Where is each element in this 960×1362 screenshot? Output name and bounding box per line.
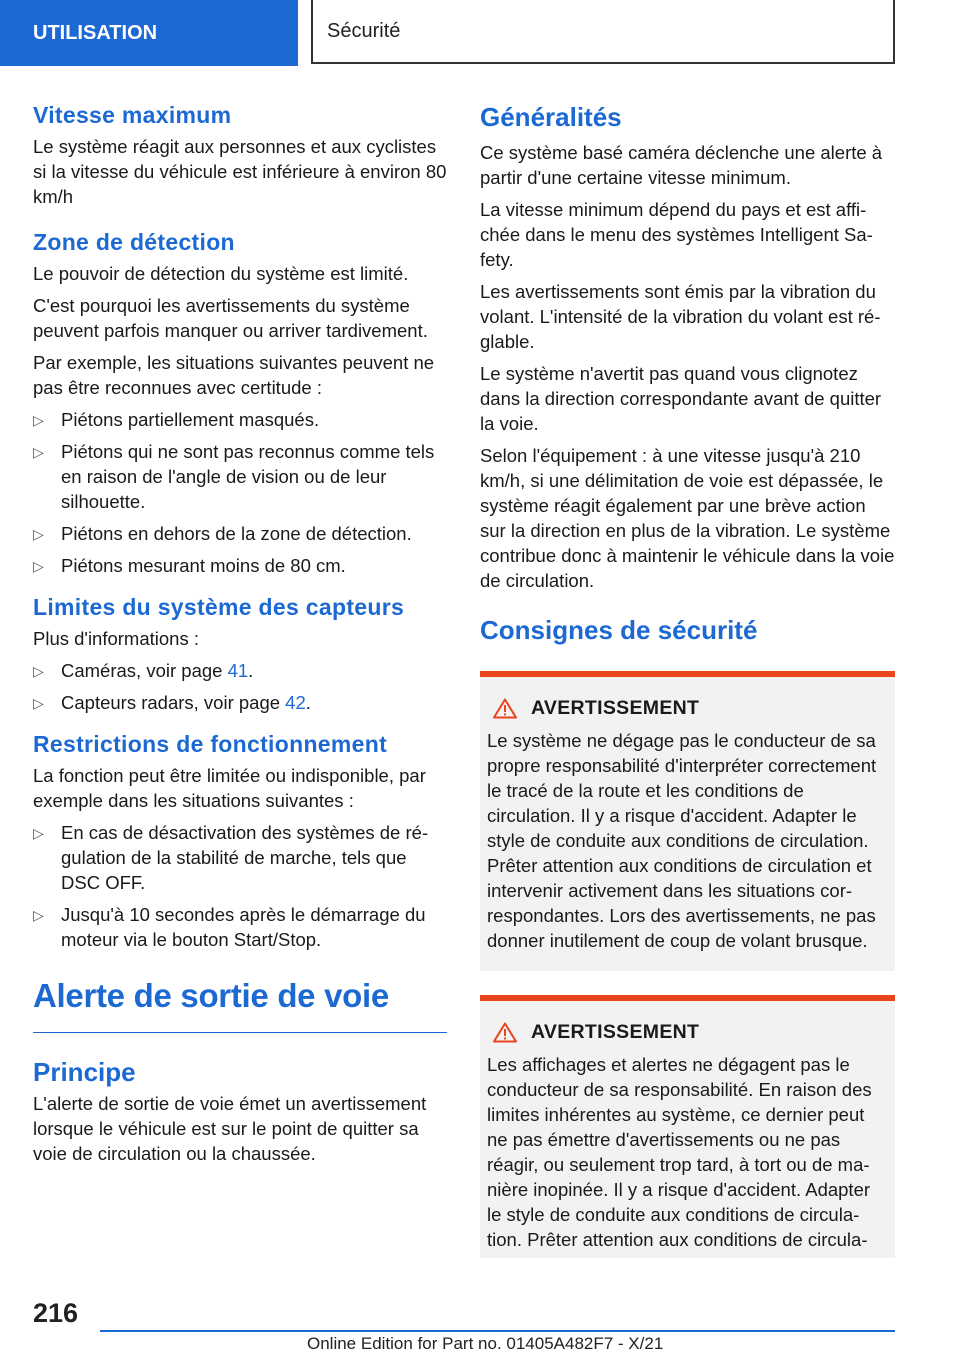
limites-section	[33, 592, 447, 715]
triangle-bullet-icon: ▷	[33, 695, 44, 711]
vitesse-heading: Vitesse maximum	[33, 102, 232, 128]
warning-box-1	[480, 671, 895, 971]
generalites-p5: Selon l'équipement : à une vitesse jusqu'à 210 km/h, si une délimitation de voie est dépassée, le système réagit également par une brève action sur la direction en plus de la vibration. Le système contribue donc à maintenir le véhicule dans la voie de circulation.	[480, 445, 895, 591]
page-header	[0, 0, 960, 66]
zone-p3: Par exemple, les situations suivantes peuvent ne pas être reconnues avec certitude :	[33, 352, 435, 398]
generalites-p3: Les avertissements sont émis par la vibration du volant. L'intensité de la vibration du volant est réglable.	[480, 281, 881, 352]
restrictions-list	[33, 820, 447, 952]
list-item: ▷ En cas de désactivation des systèmes de régulation de la stabilité de marche, tels que DSC OFF.	[33, 822, 429, 893]
chapter-title: Alerte de sortie de voie	[33, 974, 447, 1033]
generalites-p4: Le système n'avertit pas quand vous clignotez dans la direction correspondante avant de quitter la voie.	[480, 363, 882, 434]
generalites-section	[480, 100, 895, 593]
triangle-bullet-icon: ▷	[33, 526, 44, 542]
vitesse-section	[33, 100, 447, 209]
principe-text: L'alerte de sortie de voie émet un avertissement lorsque le véhicule est sur le point de quitter sa voie de circulation ou la chaussée.	[33, 1093, 427, 1164]
list-item: ▷ Caméras, voir page 41.	[33, 658, 447, 683]
list-item: ▷ Piétons qui ne sont pas reconnus comme tels en raison de l'angle de vision ou de leur silhouette.	[33, 441, 435, 512]
triangle-bullet-icon: ▷	[33, 444, 44, 460]
warning-triangle-icon	[493, 1022, 517, 1043]
warning-title: AVERTISSEMENT	[487, 1021, 887, 1044]
left-column	[33, 100, 447, 1180]
restrictions-text: La fonction peut être limitée ou indisponible, par exemple dans les situations suivantes :	[33, 765, 426, 811]
warning-title: AVERTISSEMENT	[487, 697, 887, 720]
principe-section	[33, 1055, 447, 1166]
consignes-heading: Consignes de sécurité	[480, 615, 758, 645]
restrictions-heading: Restrictions de fonctionnement	[33, 731, 388, 757]
warning-text-2: Les affichages et alertes ne dégagent pas le conducteur de sa responsabilité. En raison des limites inhérentes au système, ce dernier peut ne pas émettre d'avertissements ou ne pas réagir, ou seulement trop tard, à tort ou de manière inopinée. Il y a risque d'accident. Adapter le style de conduite aux conditions de circulation. Prêter attention aux conditions de circula-	[487, 1054, 872, 1250]
warning-triangle-icon	[493, 698, 517, 719]
footer-divider	[100, 1330, 895, 1332]
warning-text-1: Le système ne dégage pas le conducteur de sa propre responsabilité d'interpréter correctement le tracé de la route et les conditions de circulation. Il y a risque d'accident. Adapter le style de conduite aux conditions de circulation. Prêter attention aux conditions de circulation et intervenir activement dans les situations correspondantes. Lors des avertissements, ne pas donner inutilement de coup de volant brusque.	[487, 730, 877, 951]
zone-p1: Le pouvoir de détection du système est limité.	[33, 263, 409, 284]
right-column	[480, 100, 895, 1258]
limites-list	[33, 658, 447, 715]
triangle-bullet-icon: ▷	[33, 825, 44, 841]
vitesse-text: Le système réagit aux personnes et aux cyclistes si la vitesse du véhicule est inférieure à environ 80 km/h	[33, 136, 447, 207]
zone-heading: Zone de détection	[33, 229, 235, 255]
list-item: ▷ Jusqu'à 10 secondes après le démarrage du moteur via le bouton Start/Stop.	[33, 904, 426, 950]
list-item: ▷ Piétons mesurant moins de 80 cm.	[33, 553, 447, 578]
zone-section	[33, 227, 447, 578]
limites-heading: Limites du système des capteurs	[33, 594, 405, 620]
generalites-heading: Généralités	[480, 102, 622, 132]
triangle-bullet-icon: ▷	[33, 907, 44, 923]
triangle-bullet-icon: ▷	[33, 412, 44, 428]
zone-list	[33, 407, 447, 578]
zone-p2: C'est pourquoi les avertissements du système peuvent parfois manquer ou arriver tardivement.	[33, 295, 428, 341]
page-link-41[interactable]: 41	[227, 660, 249, 681]
list-item: ▷ Capteurs radars, voir page 42.	[33, 690, 447, 715]
restrictions-section	[33, 729, 447, 952]
triangle-bullet-icon: ▷	[33, 663, 44, 679]
list-item: ▷ Piétons en dehors de la zone de détection.	[33, 521, 447, 546]
footer-edition: Online Edition for Part no. 01405A482F7 - X/21	[307, 1334, 664, 1353]
page-number: 216	[33, 1298, 79, 1328]
page-link-42[interactable]: 42	[285, 692, 306, 713]
triangle-bullet-icon: ▷	[33, 558, 44, 574]
generalites-p1: Ce système basé caméra déclenche une alerte à partir d'une certaine vitesse minimum.	[480, 142, 883, 188]
list-item: ▷ Piétons partiellement masqués.	[33, 407, 447, 432]
warning-box-2	[480, 995, 895, 1258]
section-tab[interactable]: Sécurité	[311, 0, 895, 64]
chapter-tab[interactable]: UTILISATION	[0, 0, 298, 66]
generalites-p2: La vitesse minimum dépend du pays et est affichée dans le menu des systèmes Intelligent Safety.	[480, 199, 873, 270]
limites-intro: Plus d'informations :	[33, 628, 199, 649]
principe-heading: Principe	[33, 1057, 136, 1087]
